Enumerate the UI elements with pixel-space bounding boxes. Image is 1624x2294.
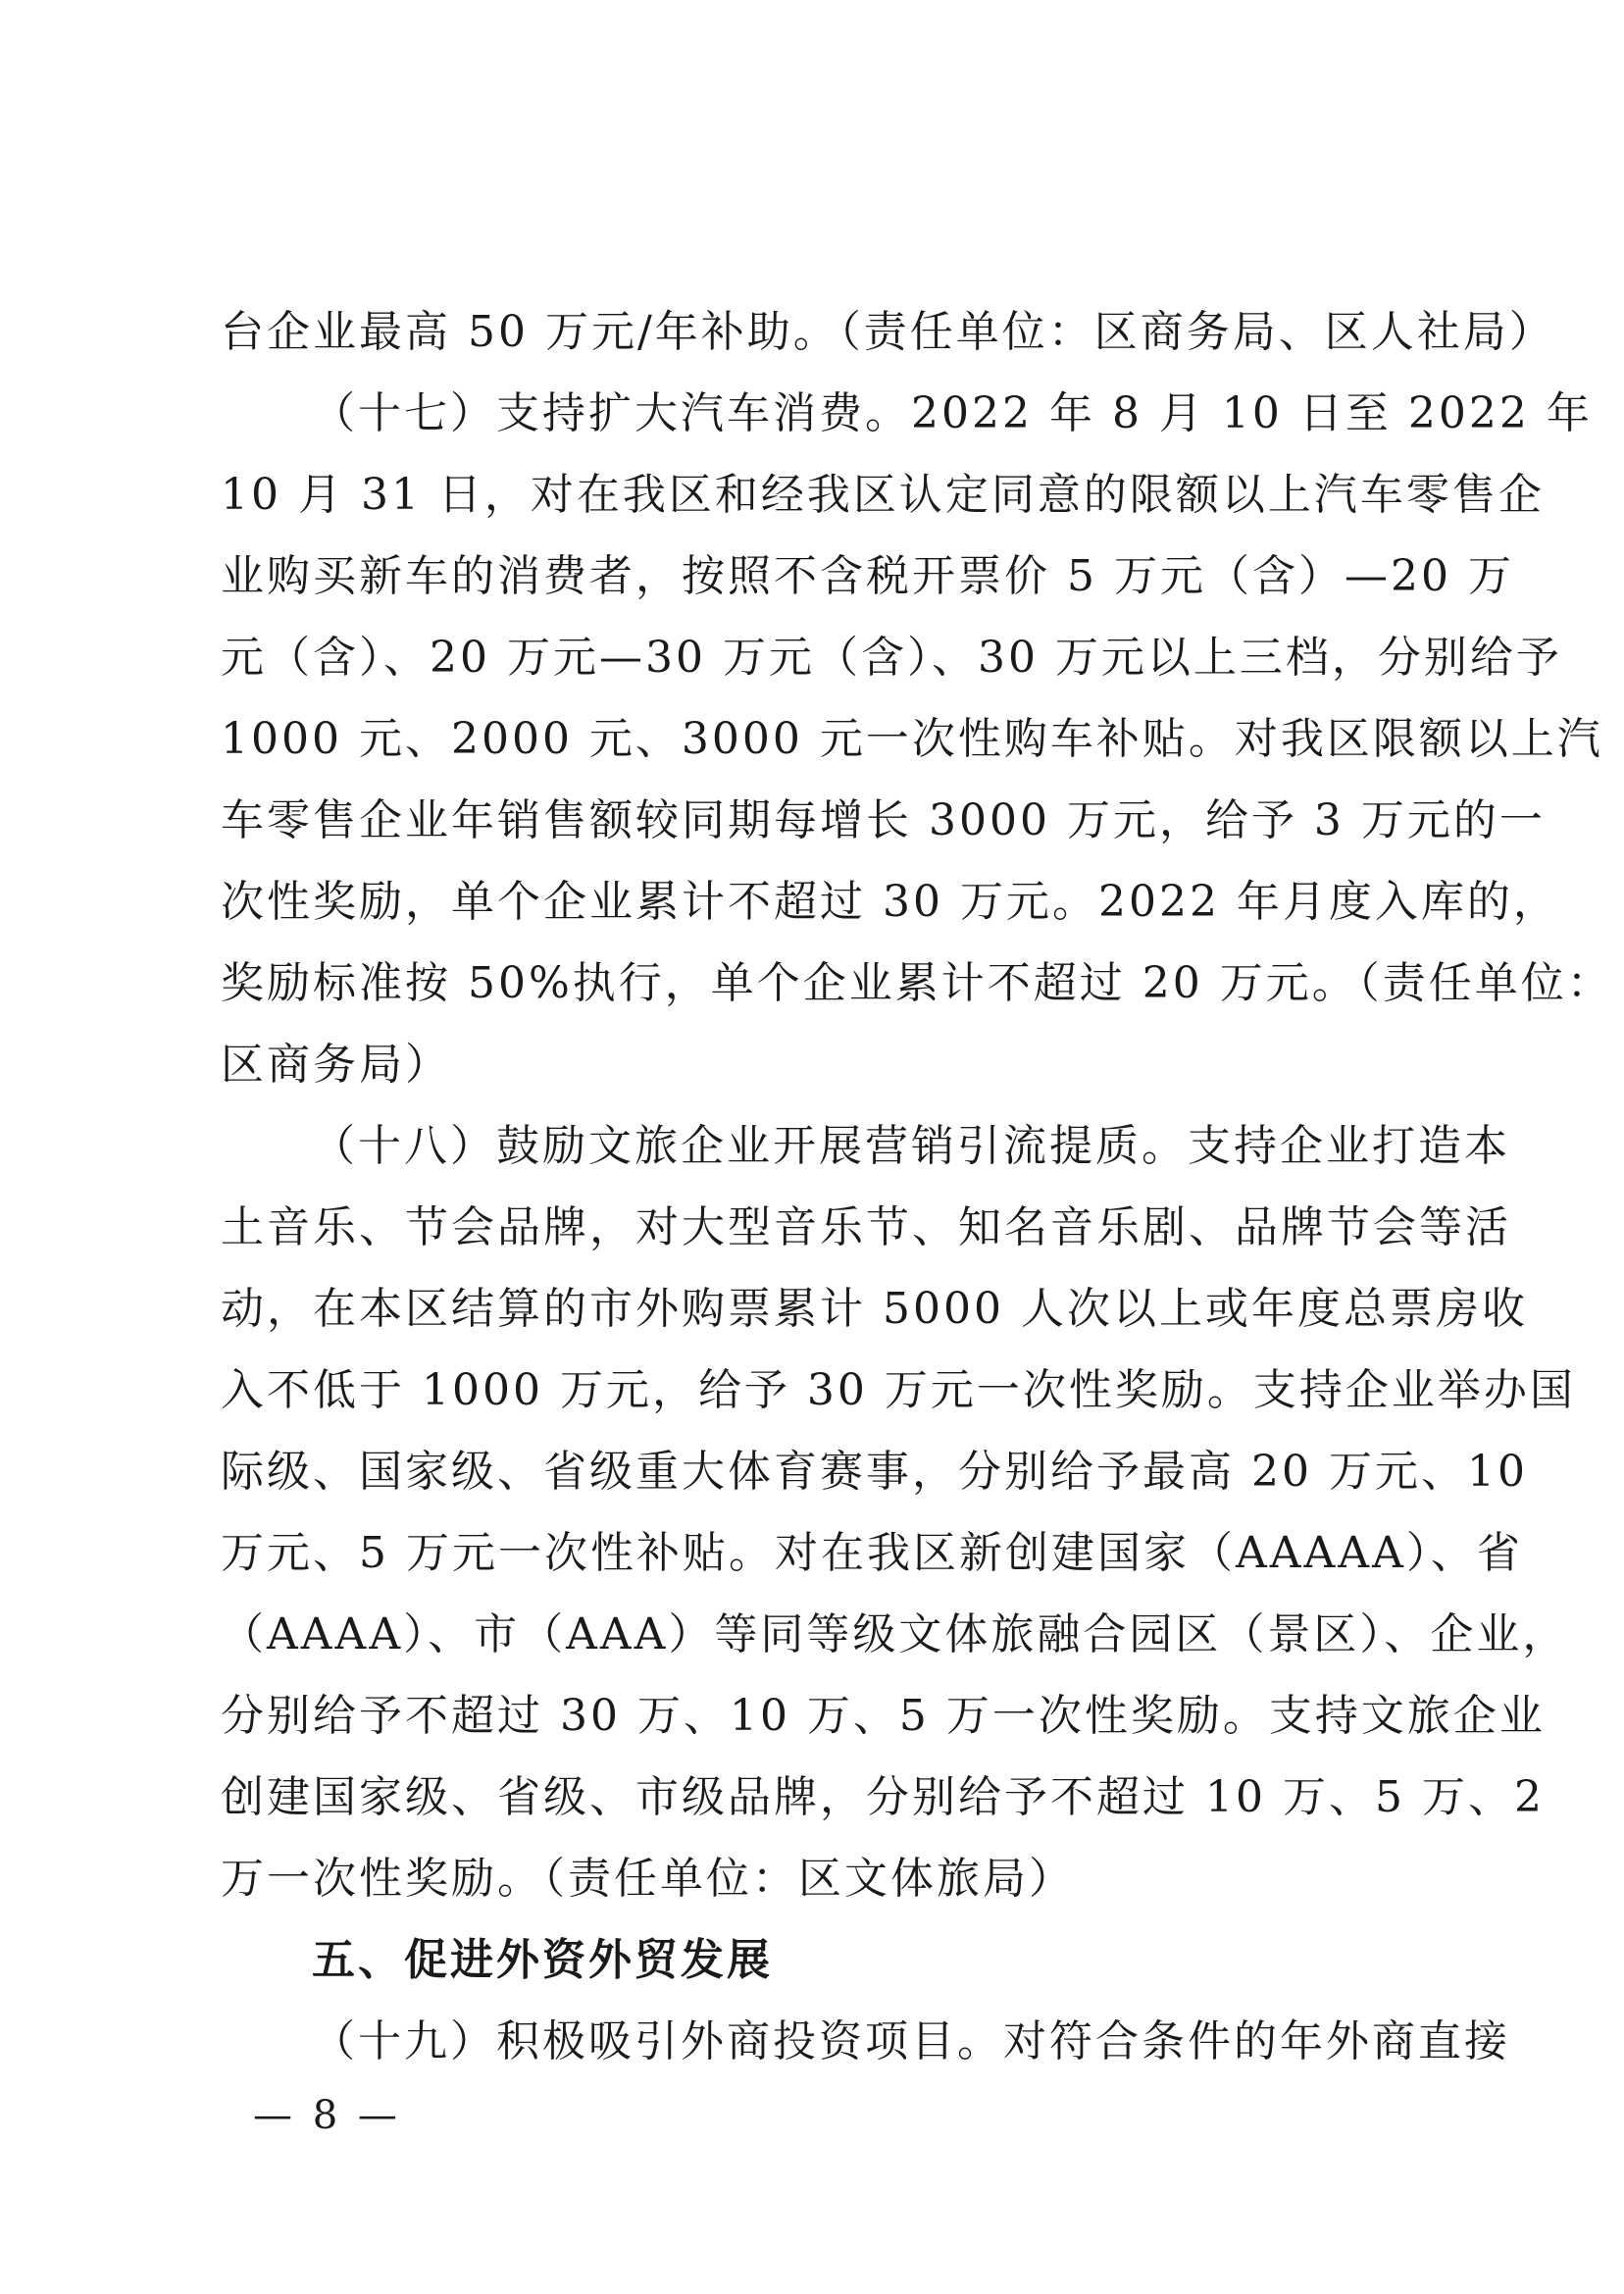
paragraph-line: 车零售企业年销售额较同期每增长 3000 万元，给予 3 万元的一 bbox=[221, 795, 1546, 845]
paragraph-line: 分别给予不超过 30 万、10 万、5 万一次性奖励。支持文旅企业 bbox=[221, 1691, 1546, 1741]
paragraph-line: 台企业最高 50 万元/年补助。（责任单位：区商务局、区人社局） bbox=[221, 307, 1555, 357]
paragraph-line: 次性奖励，单个企业累计不超过 30 万元。2022 年月度入库的， bbox=[221, 877, 1559, 927]
paragraph-line: 动，在本区结算的市外购票累计 5000 人次以上或年度总票房收 bbox=[221, 1284, 1528, 1334]
page-number: — 8 — bbox=[253, 2093, 401, 2138]
paragraph-line: （十七）支持扩大汽车消费。2022 年 8 月 10 日至 2022 年 bbox=[312, 388, 1593, 438]
section-heading: 五、促进外资外贸发展 bbox=[312, 1935, 773, 1985]
paragraph-line: （AAAA）、市（AAA）等同等级文体旅融合园区（景区）、企业， bbox=[221, 1609, 1569, 1659]
paragraph-line: 际级、国家级、省级重大体育赛事，分别给予最高 20 万元、10 bbox=[221, 1447, 1528, 1497]
paragraph-line: 1000 元、2000 元、3000 元一次性购车补贴。对我区限额以上汽 bbox=[221, 714, 1603, 764]
paragraph-line: （十八）鼓励文旅企业开展营销引流提质。支持企业打造本 bbox=[312, 1121, 1510, 1171]
paragraph-line: 10 月 31 日，对在我区和经我区认定同意的限额以上汽车零售企 bbox=[221, 470, 1545, 520]
paragraph-line: 元（含）、20 万元—30 万元（含）、30 万元以上三档，分别给予 bbox=[221, 633, 1562, 683]
paragraph-line: 业购买新车的消费者，按照不含税开票价 5 万元（含）—20 万 bbox=[221, 551, 1514, 601]
paragraph-line: （十九）积极吸引外商投资项目。对符合条件的年外商直接 bbox=[312, 2016, 1510, 2066]
paragraph-line: 万元、5 万元一次性补贴。对在我区新创建国家（AAAAA）、省 bbox=[221, 1528, 1523, 1578]
paragraph-line: 奖励标准按 50%执行，单个企业累计不超过 20 万元。（责任单位： bbox=[221, 958, 1613, 1008]
paragraph-line: 土音乐、节会品牌，对大型音乐节、知名音乐剧、品牌节会等活 bbox=[221, 1202, 1511, 1252]
paragraph-line: 入不低于 1000 万元，给予 30 万元一次性奖励。支持企业举办国 bbox=[221, 1365, 1576, 1415]
paragraph-line: 区商务局） bbox=[221, 1040, 451, 1090]
paragraph-line: 万一次性奖励。（责任单位：区文体旅局） bbox=[221, 1854, 1075, 1904]
paragraph-line: 创建国家级、省级、市级品牌，分别给予不超过 10 万、5 万、2 bbox=[221, 1772, 1545, 1822]
